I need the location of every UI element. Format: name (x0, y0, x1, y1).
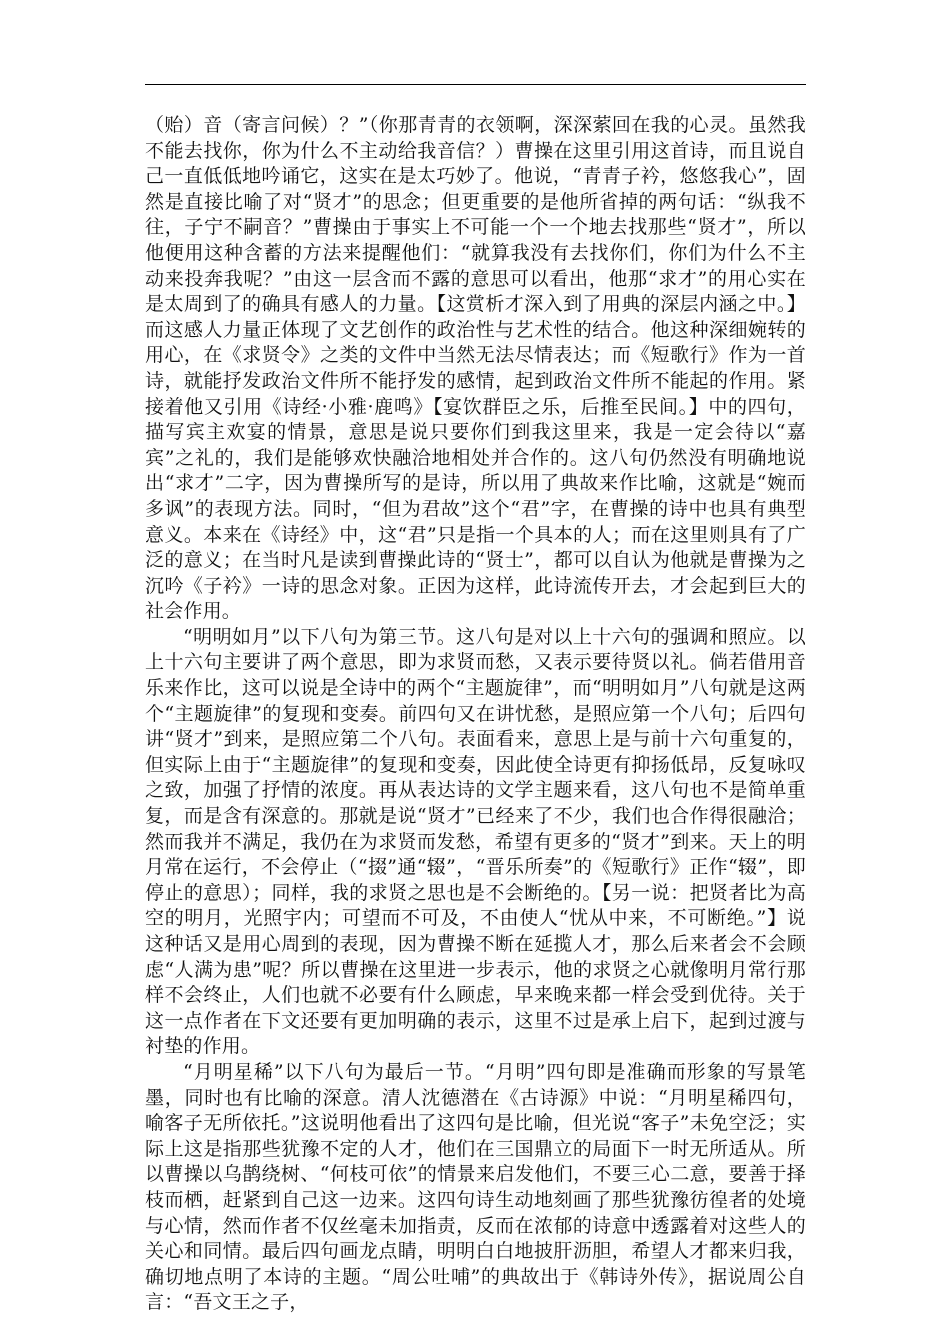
paragraph-final-section: “月明星稀”以下八句为最后一节。“月明”四句即是准确而形象的写景笔墨，同时也有比喻的深意。清人沈德潜在《古诗源》中说：“月明星稀四句，喻客子无所依托。”这说明他看出了这四句是比喻，但光说“客子”未免空泛；实际上这是指那些犹豫不定的人才，他们在三国鼎立的局面下一时无所适从。所以曹操以乌鹊绕树、“何枝可依”的情景来启发他们，不要三心二意，要善于择枝而栖，赶紧到自己这一边来。这四句诗生动地刻画了那些犹豫彷徨者的处境与心情，然而作者不仅丝毫未加指责，反而在浓郁的诗意中透露着对这些人的关心和同情。最后四句画龙点睛，明明白白地披肝沥胆，希望人才都来归我，确切地点明了本诗的主题。“周公吐哺”的典故出于《韩诗外传》，据说周公自言：“吾文王之子， (145, 1060, 806, 1314)
paragraph-third-section: “明明如月”以下八句为第三节。这八句是对以上十六句的强调和照应。以上十六句主要讲了两个意思，即为求贤而愁，又表示要待贤以礼。倘若借用音乐来作比，这可以说是全诗中的两个“主题旋律”，而“明明如月”八句就是这两个“主题旋律”的复现和变奏。前四句又在讲忧愁，是照应第一个八句；后四句讲“贤才”到来，是照应第二个八句。表面看来，意思上是与前十六句重复的，但实际上由于“主题旋律”的复现和变奏，因此使全诗更有抑扬低昂，反复咏叹之致，加强了抒情的浓度。再从表达诗的文学主题来看，这八句也不是简单重复，而是含有深意的。那就是说“贤才”已经来了不少，我们也合作得很融洽；然而我并不满足，我仍在为求贤而发愁，希望有更多的“贤才”到来。天上的明月常在运行，不会停止（“掇”通“辍”，“晋乐所奏”的《短歌行》正作“辍”，即停止的意思）；同样，我的求贤之思也是不会断绝的。【另一说：把贤者比为高空的明月，光照宇内；可望而不可及，不由使人“忧从中来，不可断绝。”】说这种话又是用心周到的表现，因为曹操不断在延揽人才，那么后来者会不会顾虑“人满为患”呢？所以曹操在这里进一步表示，他的求贤之心就像明月常行那样不会终止，人们也就不必要有什么顾虑，早来晚来都一样会受到优待。关于这一点作者在下文还要有更加明确的表示，这里不过是承上启下，起到过渡与衬垫的作用。 (145, 625, 806, 1058)
paragraph-continued: （贻）音（寄言问候）？”（你那青青的衣领啊，深深萦回在我的心灵。虽然我不能去找你，你为什么不主动给我音信？）曹操在这里引用这首诗，而且说自己一直低低地吟诵它，这实在是太巧妙了。他说，“青青子衿，悠悠我心”，固然是直接比喻了对“贤才”的思念；但更重要的是他所省掉的两句话：“纵我不往，子宁不嗣音？”曹操由于事实上不可能一个一个地去找那些“贤才”，所以他便用这种含蓄的方法来提醒他们：“就算我没有去找你们，你们为什么不主动来投奔我呢？”由这一层含而不露的意思可以看出，他那“求才”的用心实在是太周到了的确具有感人的力量。【这赏析才深入到了用典的深层内涵之中。】而这感人力量正体现了文艺创作的政治性与艺术性的结合。他这种深细婉转的用心，在《求贤令》之类的文件中当然无法尽情表达；而《短歌行》作为一首诗，就能抒发政治文件所不能抒发的感情，起到政治文件所不能起的作用。紧接着他又引用《诗经·小雅·鹿鸣》【宴饮群臣之乐，后推至民间。】中的四句，描写宾主欢宴的情景，意思是说只要你们到我这里来，我是一定会待以“嘉宾”之礼的，我们是能够欢快融洽地相处并合作的。这八句仍然没有明确地说出“求才”二字，因为曹操所写的是诗，所以用了典故来作比喻，这就是“婉而多讽”的表现方法。同时，“但为君故”这个“君”字，在曹操的诗中也具有典型意义。本来在《诗经》中，这“君”只是指一个具本的人；而在这里则具有了广泛的意义；在当时凡是读到曹操此诗的“贤士”，都可以自认为他就是曹操为之沉吟《子衿》一诗的思念对象。正因为这样，此诗流传开去，才会起到巨大的社会作用。 (145, 114, 806, 623)
header-rule (145, 84, 806, 85)
body-text (145, 113, 806, 1316)
